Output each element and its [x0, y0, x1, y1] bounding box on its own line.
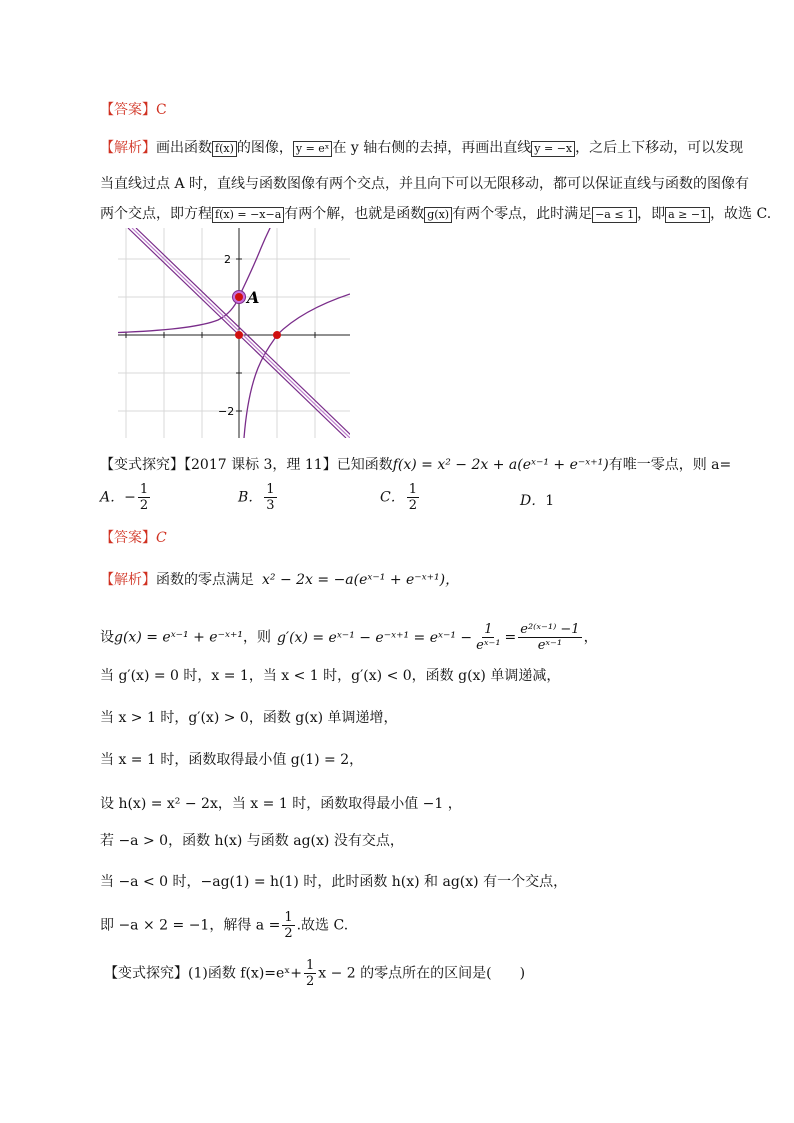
text: 函数的零点满足 [156, 572, 254, 588]
denominator: 3 [266, 498, 275, 513]
variant-1-line [100, 455, 731, 475]
answer-line-1 [100, 100, 167, 120]
numerator: 1 [305, 958, 315, 973]
text: 有两个解，也就是函数 [284, 206, 425, 222]
text: 当 x > 1 时，g′(x) > 0，函数 g(x) 单调递增， [100, 710, 398, 726]
text: 设 h(x) = x² − 2x，当 x = 1 时，函数取得最小值 −1 ， [100, 796, 462, 812]
fraction [282, 910, 294, 941]
numerator: 1 [139, 482, 149, 497]
formula-box: f(x) = −x−a [212, 207, 284, 223]
text: 当 x = 1 时，函数取得最小值 g(1) = 2， [100, 752, 364, 768]
formula-box: a ≥ −1 [665, 207, 710, 223]
exp-curve [118, 228, 272, 333]
denominator: 2 [139, 498, 149, 513]
equation: x² − 2x = −a(eˣ⁻¹ + e⁻ˣ⁺¹)， [262, 572, 460, 588]
variant-function: f(x) = x² − 2x + a(eˣ⁻¹ + e⁻ˣ⁺¹) [392, 457, 609, 473]
text: 即 −a × 2 = −1，解得 a = [100, 917, 281, 934]
function-graph [118, 228, 350, 438]
formula-box: −a ≤ 1 [592, 207, 637, 223]
analysis-1-line-1 [100, 138, 743, 158]
numerator: 1 [284, 910, 293, 925]
option-label: C． [380, 489, 405, 506]
formula-box: y = eˣ [293, 141, 333, 157]
variant-tag: 【变式探究】 [100, 457, 184, 473]
text: ，则 [242, 629, 271, 646]
option-label: A． [100, 489, 125, 506]
fraction [304, 958, 316, 989]
text: ，即 [637, 206, 666, 222]
variant-2-line [104, 958, 525, 989]
option-text: 1 [545, 493, 555, 509]
denominator: 2 [408, 498, 417, 513]
analysis-2-line-5 [100, 750, 363, 770]
option-sign: − [124, 489, 136, 506]
text: 设 [100, 629, 114, 646]
point-a-label: A [247, 288, 260, 307]
option-label: D． [520, 493, 546, 509]
option-fraction [264, 482, 276, 513]
numerator: e²⁽ˣ⁻¹⁾ −1 [520, 622, 580, 637]
text: ，故选 C. [710, 206, 772, 222]
variant-source: 【2017 课标 3，理 11】已知函数 [184, 457, 393, 473]
analysis-2-line-4 [100, 708, 398, 728]
log-curve [244, 294, 350, 438]
denominator: 2 [305, 974, 315, 989]
variant-tag: 【变式探究】 [104, 965, 188, 982]
answer-tag: 【答案】 [100, 530, 156, 546]
analysis-tag: 【解析】 [100, 572, 156, 588]
text: 两个交点，即方程 [100, 206, 212, 222]
text: 若 −a > 0，函数 h(x) 与函数 ag(x) 没有交点， [100, 833, 404, 849]
analysis-2-line-1 [100, 570, 459, 590]
point-a [235, 293, 243, 301]
answer-value: C [156, 102, 167, 118]
equation-g: g(x) = eˣ⁻¹ + e⁻ˣ⁺¹ [114, 629, 243, 646]
numerator: 1 [266, 482, 275, 497]
answer-value: C [156, 530, 167, 546]
option-a[interactable] [100, 482, 152, 513]
numerator: 1 [408, 482, 417, 497]
text: 当 −a < 0 时，−ag(1) = h(1) 时，此时函数 h(x) 和 ag(x) 有一个交点， [100, 874, 568, 890]
analysis-2-line-3 [100, 666, 560, 686]
analysis-2-line-7 [100, 831, 404, 851]
text: 的图像， [236, 140, 293, 156]
option-c[interactable] [380, 482, 421, 513]
fraction [474, 622, 502, 653]
point-origin [235, 331, 243, 339]
answer-tag: 【答案】 [100, 102, 156, 118]
text: .故选 C. [296, 917, 349, 934]
text: 画出函数 [156, 140, 212, 156]
option-fraction [138, 482, 150, 513]
equals: = [504, 629, 517, 646]
formula-box: f(x) [212, 141, 237, 157]
option-label: B． [238, 489, 263, 506]
denominator: eˣ⁻¹ [537, 638, 563, 653]
text: 在 y 轴右侧的去掉，再画出直线 [332, 140, 532, 156]
fraction [518, 622, 581, 653]
y-tick-2: 2 [224, 253, 231, 266]
denominator: eˣ⁻¹ [476, 638, 501, 653]
analysis-2-line-2 [100, 622, 598, 653]
analysis-2-line-9 [100, 910, 348, 941]
text: 当直线过点 A 时，直线与函数图像有两个交点，并且向下可以无限移动，都可以保证直线与函数的图像有 [100, 176, 750, 192]
text: ， [583, 629, 598, 646]
option-d[interactable] [520, 491, 554, 511]
analysis-2-line-6 [100, 794, 462, 814]
variant-tail: 有唯一零点，则 a= [608, 457, 732, 473]
answer-line-2 [100, 528, 167, 548]
formula-box: y = −x [531, 141, 575, 157]
text: x − 2 的零点所在的区间是( ) [318, 965, 526, 982]
text: ，之后上下移动，可以发现 [575, 140, 744, 156]
analysis-tag: 【解析】 [100, 140, 156, 156]
denominator: 2 [284, 926, 293, 941]
text: (1)函数 f(x)=eˣ+ [188, 965, 302, 982]
analysis-1-line-3 [100, 204, 771, 224]
point-x1 [273, 331, 281, 339]
text: 有两个零点，此时满足 [452, 206, 593, 222]
numerator: 1 [484, 622, 493, 637]
analysis-1-line-2 [100, 174, 749, 194]
equation-gprime: g′(x) = eˣ⁻¹ − e⁻ˣ⁺¹ = eˣ⁻¹ − [276, 629, 473, 646]
y-tick-minus-2: −2 [218, 405, 235, 418]
analysis-2-line-8 [100, 872, 567, 892]
option-b[interactable] [238, 482, 279, 513]
text: 当 g′(x) = 0 时，x = 1，当 x < 1 时，g′(x) < 0，函数 g(x) 单调递减， [100, 668, 561, 684]
formula-box: g(x) [424, 207, 452, 223]
option-fraction [407, 482, 419, 513]
